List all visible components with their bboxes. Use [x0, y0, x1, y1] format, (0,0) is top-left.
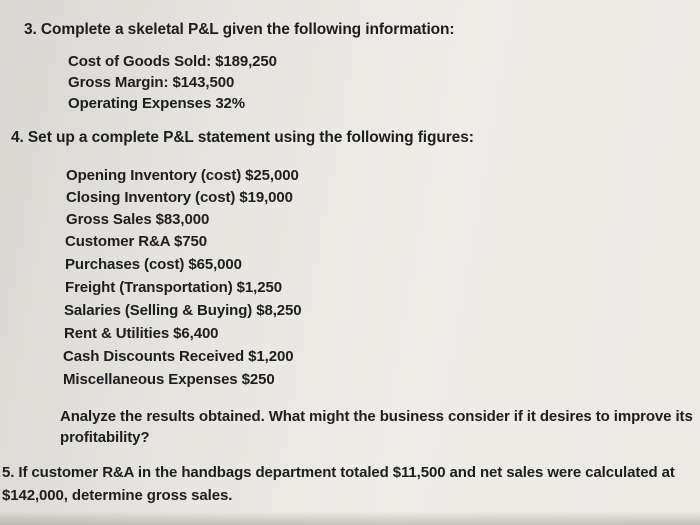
q4-item-misc-expenses: Miscellaneous Expenses $250 [63, 371, 275, 388]
q4-item-gross-sales: Gross Sales $83,000 [66, 211, 210, 228]
q4-item-salaries: Salaries (Selling & Buying) $8,250 [64, 302, 302, 319]
q4-item-freight: Freight (Transportation) $1,250 [65, 279, 282, 296]
question-3-heading: 3. Complete a skeletal P&L given the following information: [24, 21, 455, 38]
q4-item-opening-inventory: Opening Inventory (cost) $25,000 [66, 167, 299, 184]
q4-analysis-line-1: Analyze the results obtained. What might the business consider if it desires to improve its [60, 408, 693, 425]
q3-item-cogs: Cost of Goods Sold: $189,250 [68, 53, 277, 70]
question-5-line-2: $142,000, determine gross sales. [2, 487, 233, 504]
paper-bottom-shadow [0, 511, 700, 525]
q4-item-rent-utilities: Rent & Utilities $6,400 [64, 325, 219, 342]
q3-item-operating-expenses: Operating Expenses 32% [68, 95, 246, 112]
q4-item-customer-ra: Customer R&A $750 [65, 233, 207, 250]
question-4-heading: 4. Set up a complete P&L statement using the following figures: [11, 129, 474, 146]
q3-item-gross-margin: Gross Margin: $143,500 [68, 74, 235, 91]
q4-item-cash-discounts: Cash Discounts Received $1,200 [63, 348, 294, 365]
q4-item-closing-inventory: Closing Inventory (cost) $19,000 [66, 189, 293, 206]
q4-analysis-line-2: profitability? [60, 429, 150, 446]
q4-item-purchases: Purchases (cost) $65,000 [65, 256, 242, 273]
question-5-line-1: 5. If customer R&A in the handbags department totaled $11,500 and net sales were calculated at [2, 464, 675, 481]
